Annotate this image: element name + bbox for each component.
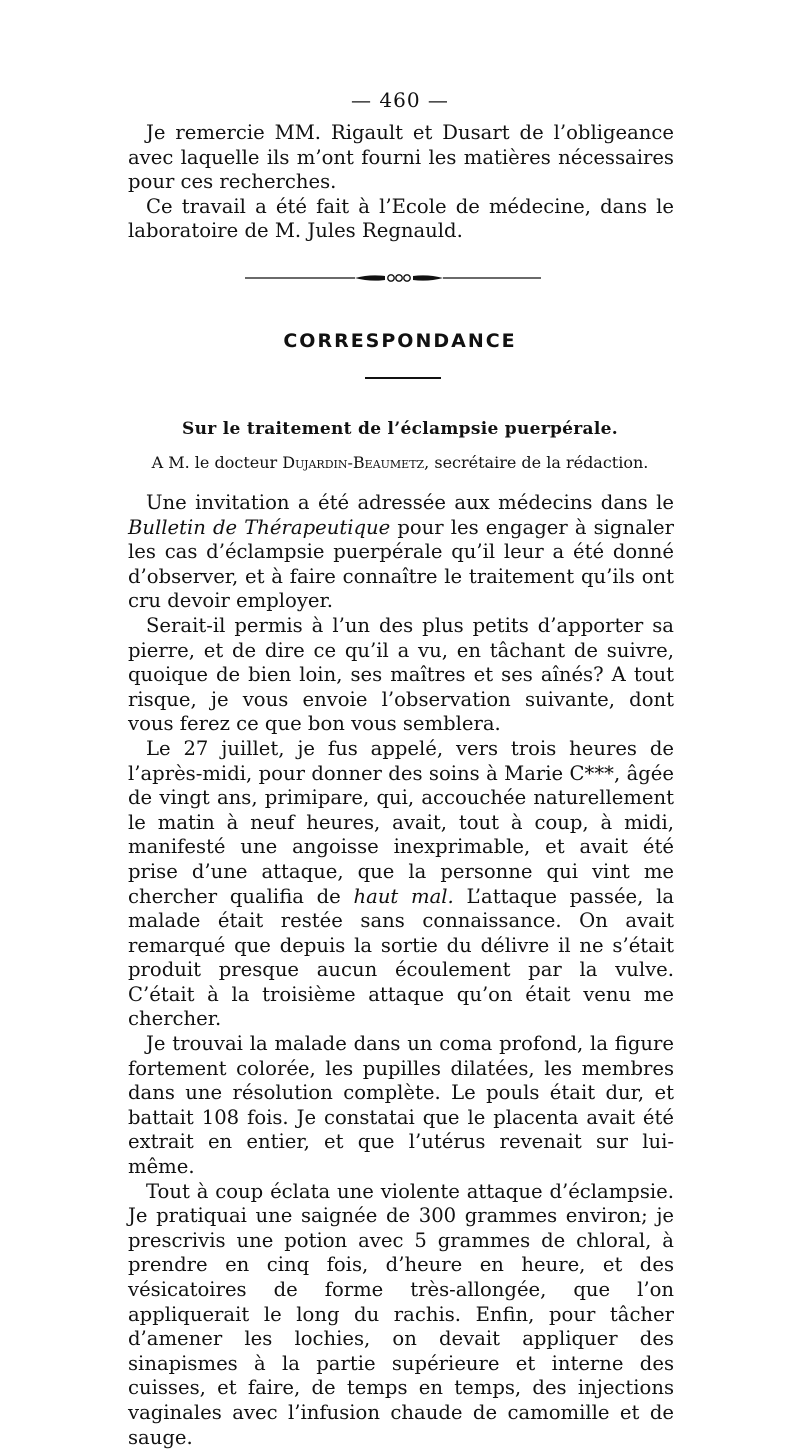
section-title: CORRESPONDANCE: [283, 330, 517, 352]
addressee-name: Dujardin-Beaumetz,: [282, 453, 430, 472]
addressee-prefix: A M. le docteur: [151, 453, 278, 472]
body-paragraph-4: Je trouvai la malade dans un coma profond, la figure fortement colorée, les pupilles dilatées, les membres dans une résolution complète. Le pouls était dur, et battait 108 fois. Je constatai que le placenta avait été extrait en entier, et que l’utérus revenait sur lui-même.: [128, 1032, 674, 1179]
page-number: — 460 —: [351, 88, 449, 112]
article-subtitle: Sur le traitement de l’éclampsie puerpérale.: [182, 419, 618, 439]
body-paragraph-1: [128, 491, 674, 614]
intro-text: [128, 121, 674, 244]
intro-paragraph-1: Je remercie MM. Rigault et Dusart de l’obligeance avec laquelle ils m’ont fourni les matières nécessaires pour ces recherches.: [128, 121, 674, 194]
addressee-suffix: secrétaire de la rédaction.: [434, 453, 649, 472]
letter-body: [128, 491, 674, 1450]
ornamental-divider: [245, 270, 541, 286]
body-p3-text-a: Le 27 juillet, je fus appelé, vers trois heures de l’après-midi, pour donner des soins à Marie C***, âgée de vingt ans, primipare, qui, accouchée naturellement le matin à neuf heures, avait, tout à coup, à midi, manifesté une angoisse inexprimable, et avait été prise d’une attaque, que la personne qui vint me chercher qualifia de: [128, 736, 674, 908]
body-p1-text-a: Une invitation a été adressée aux médecins dans le: [146, 491, 674, 514]
body-paragraph-2: Serait-il permis à l’un des plus petits d’apporter sa pierre, et de dire ce qu’il a vu, en tâchant de suivre, quoique de bien loin, ses maîtres et ses aînés? A tout risque, je vous envoie l’observation suivante, dont vous ferez ce que bon vous semblera.: [128, 613, 674, 736]
body-p3-text-b: L’attaque passée, la malade était restée sans connaissance. On avait remarqué que depuis la sortie du délivre il ne s’était produit presque aucun écoulement par la vulve. C’était à la troisième attaque qu’on était venu me chercher.: [128, 884, 675, 1031]
body-paragraph-5: Tout à coup éclata une violente attaque d’éclampsie. Je pratiquai une saignée de 300 grammes environ; je prescrivis une potion avec 5 grammes de chloral, à prendre en cinq fois, d’heure en heure, et des vésicatoires de forme très-allongée, que l’on appliquerait le long du rachis. Enfin, pour tâcher d’amener les lochies, on devait appliquer des sinapismes à la partie supérieure et interne des cuisses, et faire, de temps en temps, des injections vaginales avec l’infusion chaude de camomille et de sauge.: [128, 1179, 674, 1449]
body-p3-italic: haut mal.: [353, 884, 454, 908]
intro-paragraph-2: Ce travail a été fait à l’Ecole de médecine, dans le laboratoire de M. Jules Regnauld.: [128, 194, 674, 243]
title-rule: [365, 377, 441, 379]
body-p1-text-b: pour les engager à signaler les cas d’éclampsie puerpérale qu’il leur a été donné d’observer, et à faire connaître le traitement qu’ils ont cru devoir employer.: [128, 515, 674, 613]
journal-title: Bulletin de Thérapeutique: [128, 515, 391, 539]
addressee-line: [0, 453, 800, 472]
body-paragraph-3: [128, 737, 674, 1032]
